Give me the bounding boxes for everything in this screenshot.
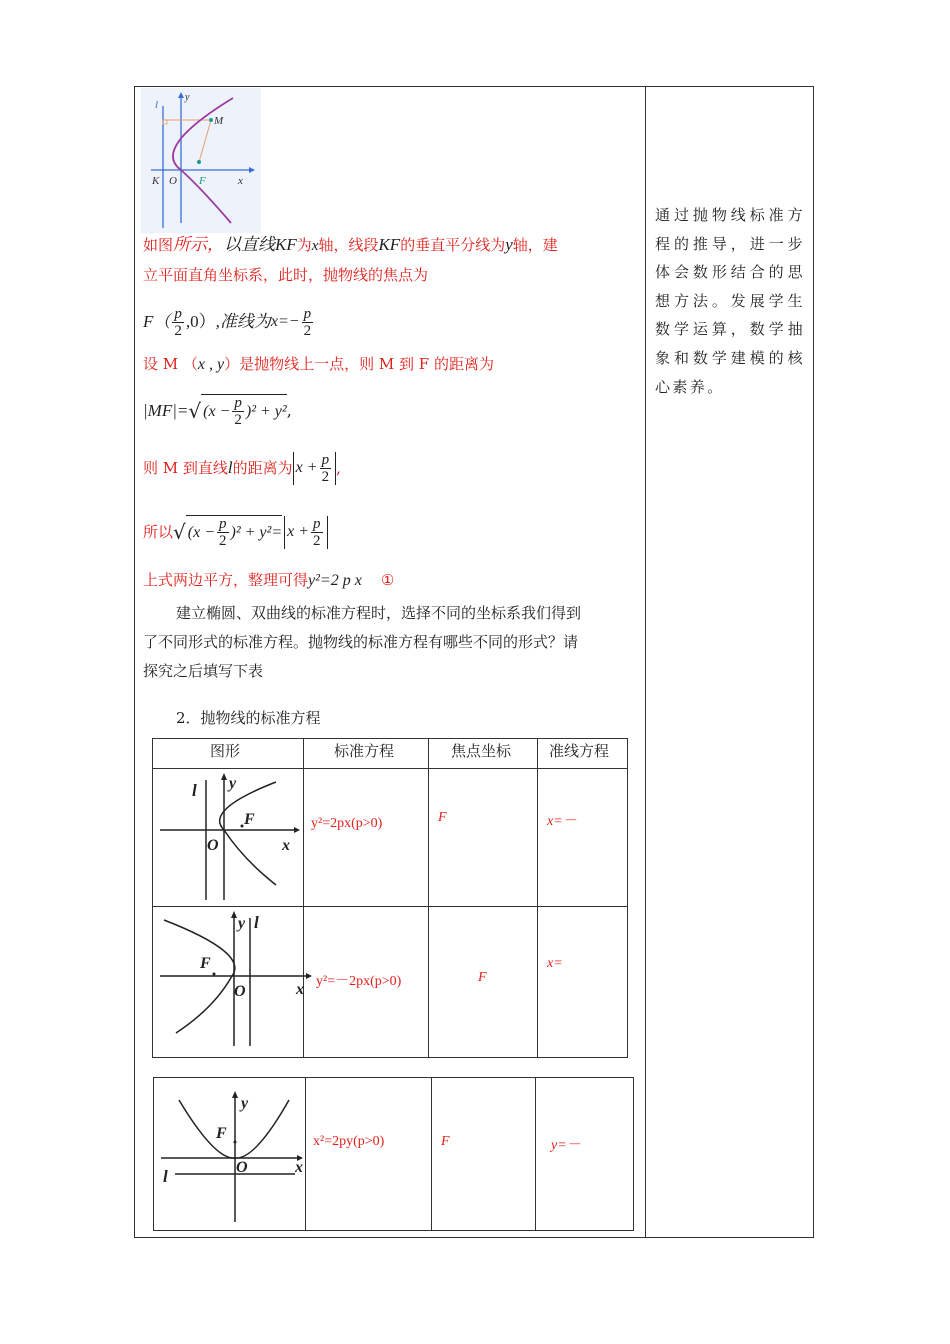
- paragraph-line-2: 了不同形式的标准方程。抛物线的标准方程有哪些不同的形式？请: [143, 633, 579, 651]
- row1-directrix: x=－: [547, 814, 577, 829]
- paragraph-line-3: 探究之后填写下表: [143, 662, 264, 680]
- svg-text:O: O: [234, 983, 246, 1000]
- row2-focus: F: [478, 970, 487, 985]
- label-k: K: [152, 175, 160, 187]
- header-focus: 焦点坐标: [451, 742, 512, 760]
- derivation-line-1: 如图所示，以直线KF为x轴，线段KF的垂直平分线为y轴，建: [143, 235, 558, 254]
- row3-equation: x²=2py(p>0): [313, 1134, 385, 1149]
- section-title: 2．抛物线的标准方程: [176, 709, 321, 727]
- row3-focus: F: [441, 1134, 450, 1149]
- row1-figure: [154, 770, 300, 904]
- equality-line: 所以 √ (x − $\frac{p}{2}$ )² + y²= x + $\frac{p}{2}$: [143, 508, 328, 556]
- row3-figure: [155, 1080, 305, 1226]
- point-m: [209, 118, 213, 122]
- svg-text:F: F: [244, 811, 255, 828]
- row1-focus: F: [438, 810, 447, 825]
- row3-directrix: y=－: [551, 1138, 581, 1153]
- svg-text:O: O: [207, 837, 219, 854]
- header-equation: 标准方程: [334, 742, 395, 760]
- label-l: l: [155, 99, 159, 111]
- svg-text:l: l: [192, 781, 197, 800]
- line-distance: 则 M 到直线 l 的距离为 x + $\frac{p}{2}$ ,: [143, 451, 341, 485]
- focus-directrix-line: F（ $\frac{p}{2}$ ,0） ,准线为 x=− $\frac{p}{2}$: [143, 305, 312, 339]
- svg-text:y: y: [238, 915, 246, 932]
- parabola-figure: [141, 88, 261, 233]
- side-note: 通过抛物线标准方程的推导，进一步体会数形结合的思想方法。发展学生数学运算，数学抽象和数学建模的核心素养。: [655, 206, 805, 396]
- svg-text:l: l: [163, 1167, 168, 1186]
- label-o: O: [169, 175, 177, 187]
- svg-text:F: F: [200, 955, 211, 972]
- label-f: F: [199, 175, 206, 187]
- svg-text:x: x: [295, 1159, 303, 1176]
- label-y: y: [185, 92, 190, 103]
- column-divider: [645, 86, 646, 1238]
- mf-distance-formula: |MF|= √ (x − $\frac{p}{2}$ )² + y² ,: [143, 395, 292, 428]
- row1-equation: y²=2px(p>0): [311, 816, 383, 831]
- label-m: M: [214, 115, 224, 127]
- svg-text:l: l: [254, 913, 259, 932]
- svg-text:x: x: [282, 837, 290, 854]
- header-figure: 图形: [210, 742, 241, 760]
- svg-text:y: y: [241, 1095, 249, 1112]
- label-x: x: [238, 175, 243, 187]
- point-m-line: 设 M （x , y）是抛物线上一点，则 M 到 F 的距离为: [143, 355, 494, 373]
- derivation-line-2: 立平面直角坐标系，此时，抛物线的焦点为: [143, 266, 429, 284]
- row2-figure: [154, 908, 314, 1048]
- row2-directrix: x=: [547, 956, 563, 971]
- svg-text:F: F: [216, 1125, 227, 1142]
- row2-equation: y²=－2px(p>0): [316, 974, 402, 989]
- square-result-line: 上式两边平方，整理可得y²=2 p x ①: [143, 571, 395, 589]
- svg-text:x: x: [296, 981, 304, 998]
- header-directrix: 准线方程: [549, 742, 610, 760]
- paragraph-line-1: 建立椭圆、双曲线的标准方程时，选择不同的坐标系我们得到: [176, 604, 582, 622]
- svg-text:O: O: [236, 1159, 248, 1176]
- svg-text:y: y: [229, 775, 237, 792]
- point-f: [197, 160, 201, 164]
